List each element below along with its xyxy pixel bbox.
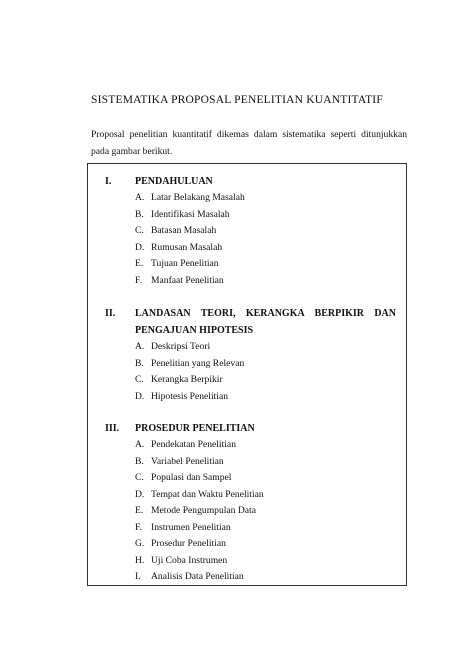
list-item [88,273,406,290]
item-letter: G. [135,538,145,549]
section-number: I. [105,176,112,187]
item-text: Instrumen Penelitian [151,521,231,533]
section-landasan-teori [88,305,406,405]
item-letter: C. [135,374,144,385]
item-letter: B. [135,357,144,369]
section-title: PROSEDUR PENELITIAN [135,423,255,434]
section-header [88,420,406,437]
list-item [88,503,406,520]
item-text: Pendekatan Penelitian [151,439,236,450]
list-item [88,356,406,373]
section-number: III. [105,423,120,434]
list-item [88,536,406,553]
item-letter: D. [135,241,145,253]
item-text: Hipotesis Penelitian [151,390,229,402]
item-text: Deskripsi Teori [151,341,211,352]
page-title: SISTEMATIKA PROPOSAL PENELITIAN KUANTITATIF [91,94,383,106]
list-item [88,389,406,406]
item-text: Kerangka Berpikir [151,374,223,385]
item-letter: B. [135,455,144,467]
item-letter: F. [135,521,142,533]
item-text: Populasi dan Sampel [151,472,232,483]
item-letter: B. [135,208,144,220]
item-letter: H. [135,554,145,566]
item-text: Manfaat Penelitian [151,274,224,286]
item-text: Tujuan Penelitian [151,258,219,269]
item-text: Rumusan Masalah [151,241,223,253]
item-text: Penelitian yang Relevan [151,357,245,369]
item-text: Variabel Penelitian [151,455,224,467]
item-letter: I. [135,571,141,582]
section-pendahuluan [88,173,406,289]
list-item [88,339,406,356]
section-title: LANDASAN TEORI, KERANGKA BERPIKIR DAN PENGAJUAN HIPOTESIS [135,308,396,336]
item-letter: E. [135,258,144,269]
item-text: Prosedur Penelitian [151,538,226,549]
item-letter: D. [135,488,145,500]
section-header [88,305,406,339]
item-text: Tempat dan Waktu Penelitian [151,488,264,500]
item-text: Identifikasi Masalah [151,208,230,220]
list-item [88,256,406,273]
section-items [88,339,406,405]
list-item [88,372,406,389]
item-letter: E. [135,505,144,516]
list-item [88,553,406,570]
list-item [88,240,406,257]
section-items [88,190,406,289]
section-header [88,173,406,190]
section-prosedur-penelitian [88,420,406,586]
list-item [88,223,406,240]
outline-box [87,163,407,586]
list-item [88,454,406,471]
item-letter: C. [135,472,144,483]
section-items [88,437,406,586]
list-item [88,437,406,454]
item-text: Metode Pengumpulan Data [151,505,256,516]
item-text: Latar Belakang Masalah [151,192,245,203]
item-text: Analisis Data Penelitian [151,571,244,582]
item-letter: D. [135,390,145,402]
item-letter: A. [135,439,145,450]
intro-paragraph: Proposal penelitian kuantitatif dikemas dalam sistematika seperti ditunjukkan pada gambar berikut. [91,129,407,157]
list-item [88,520,406,537]
item-letter: A. [135,192,145,203]
list-item [88,569,406,586]
list-item [88,190,406,207]
item-letter: F. [135,274,142,286]
item-letter: A. [135,341,145,352]
item-letter: C. [135,225,144,236]
item-text: Uji Coba Instrumen [151,554,228,566]
section-number: II. [105,308,116,319]
list-item [88,487,406,504]
list-item [88,470,406,487]
section-title: PENDAHULUAN [135,176,213,187]
list-item [88,207,406,224]
item-text: Batasan Masalah [151,225,217,236]
